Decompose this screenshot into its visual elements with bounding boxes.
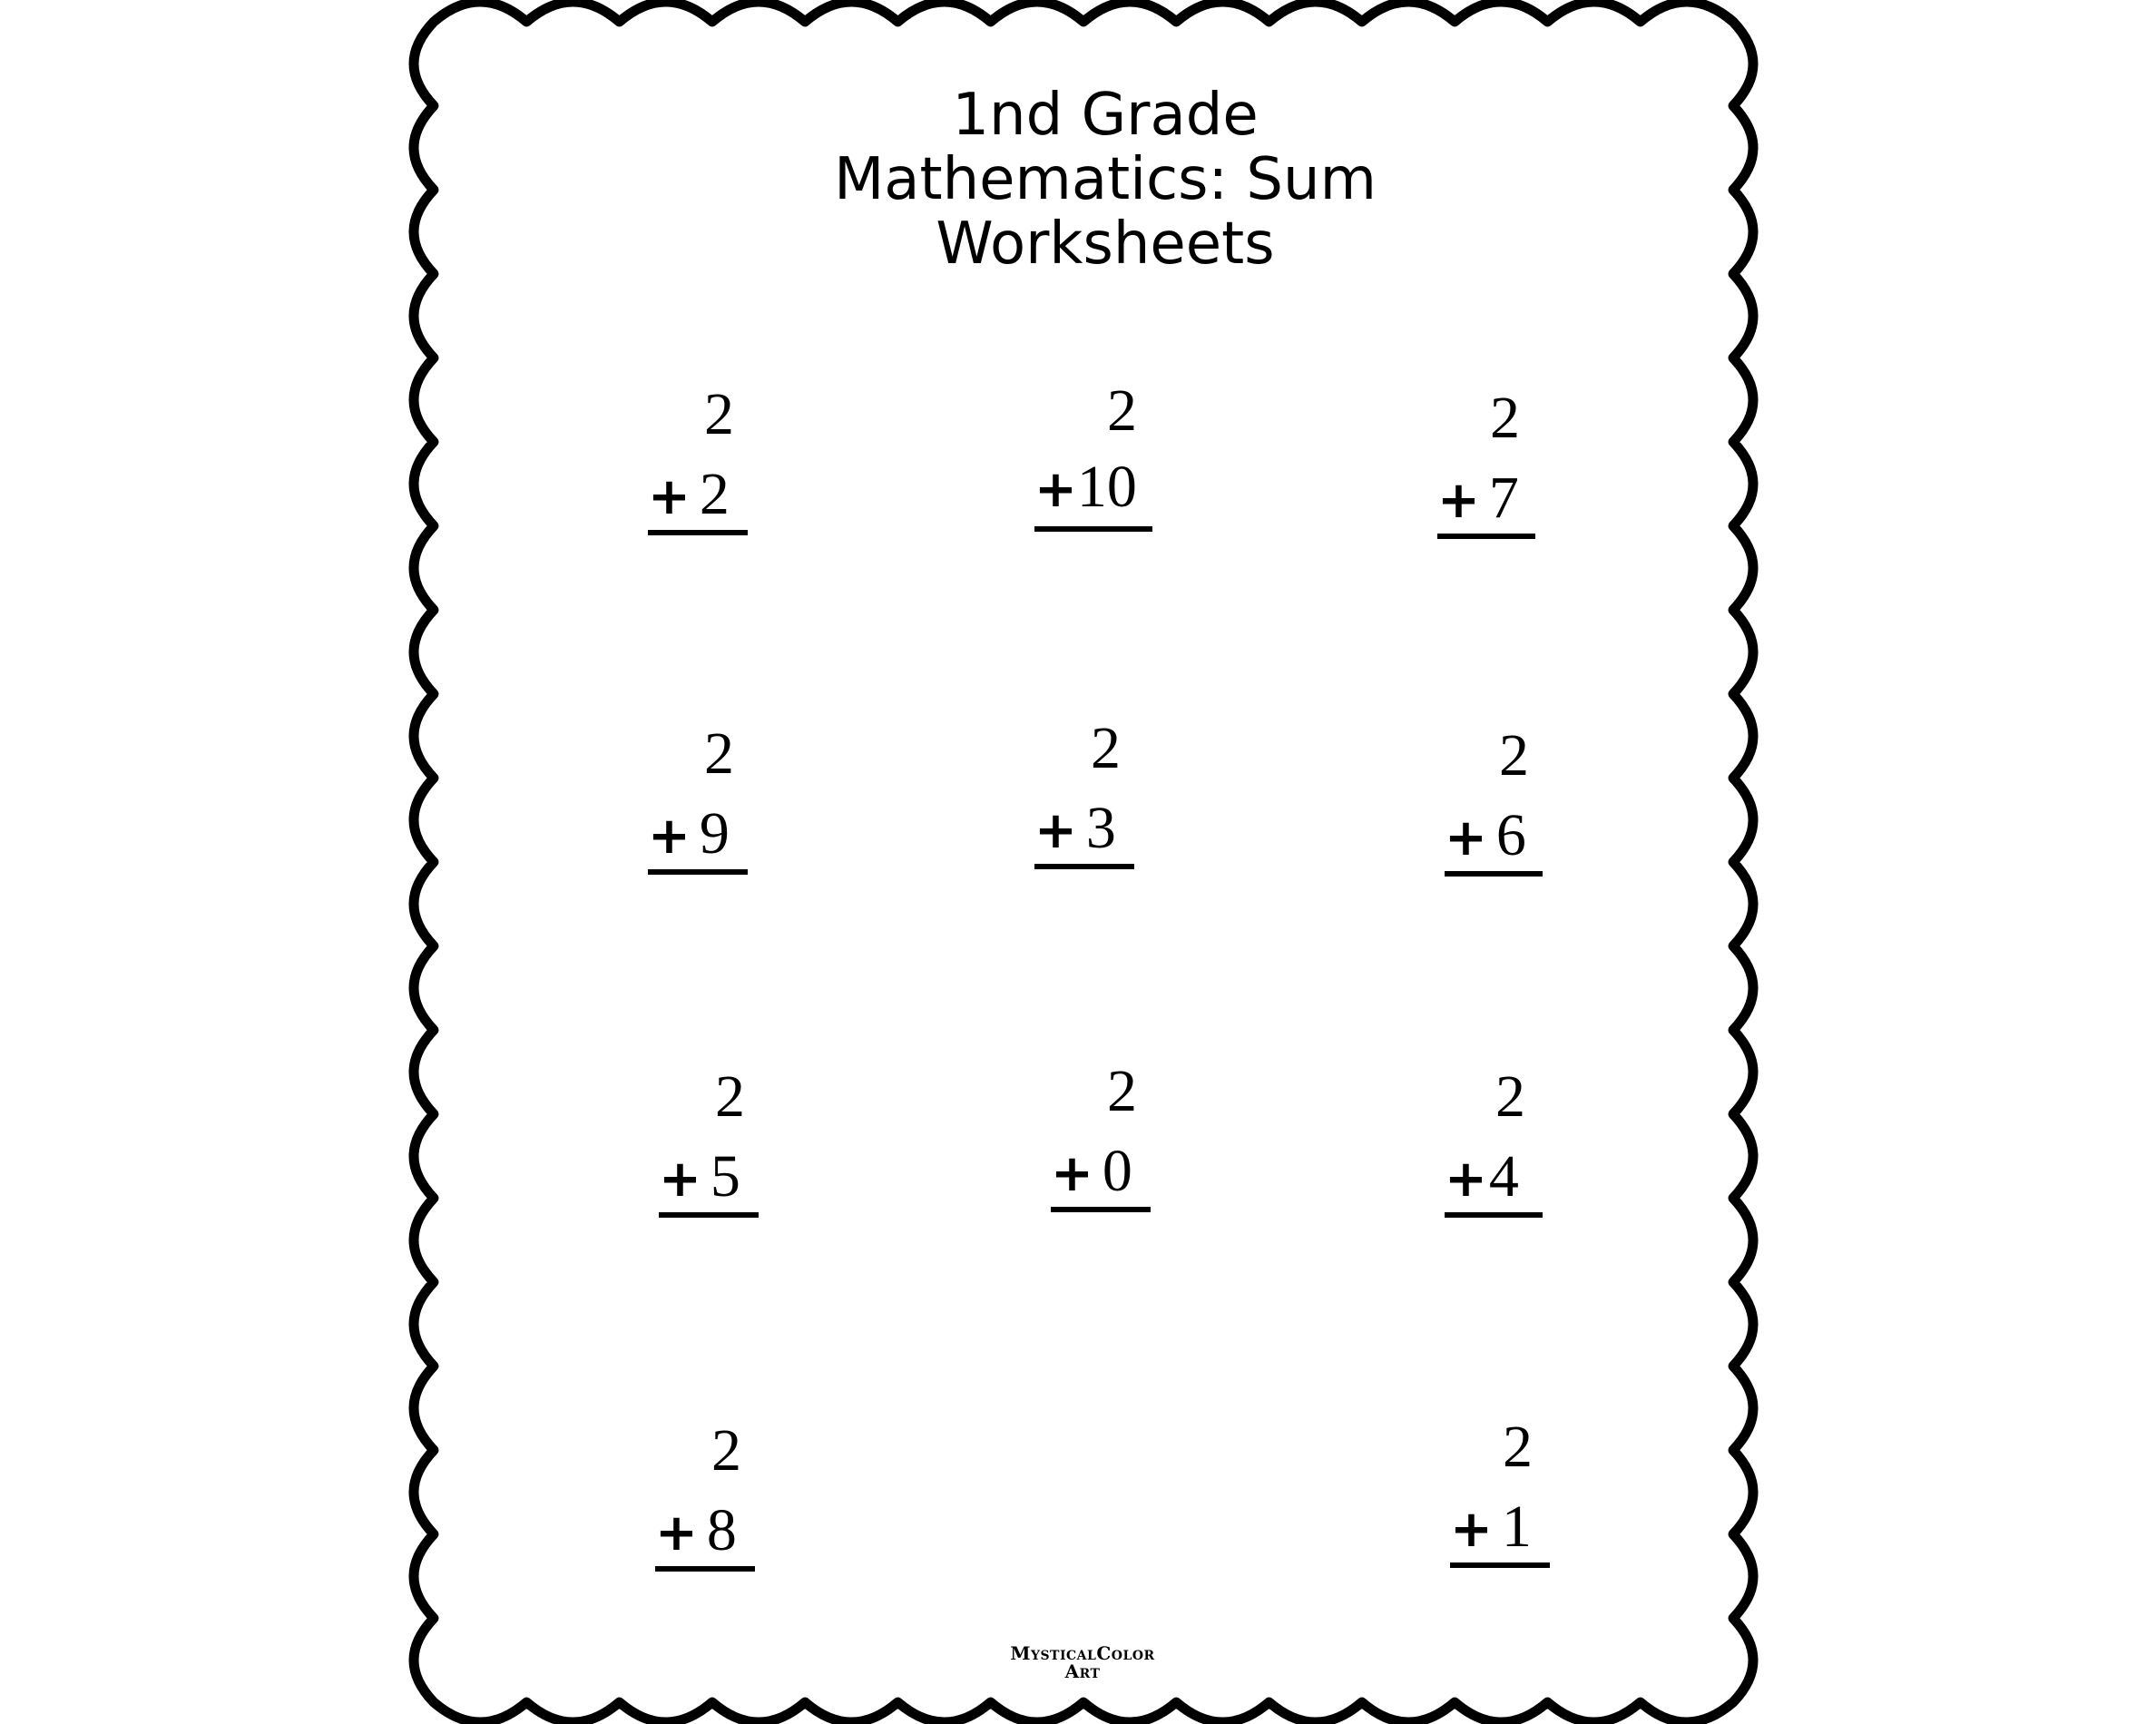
plus-sign: + bbox=[1051, 1144, 1093, 1203]
operator-row bbox=[1051, 1138, 1132, 1216]
operator-row bbox=[1034, 795, 1116, 873]
brand-logo bbox=[987, 1644, 1178, 1680]
answer-line bbox=[1034, 526, 1152, 532]
bottom-addend: 2 bbox=[699, 461, 730, 527]
operator-row bbox=[648, 800, 730, 878]
plus-sign: + bbox=[1034, 801, 1077, 860]
top-addend: 2 bbox=[704, 720, 734, 787]
bottom-addend: 4 bbox=[1488, 1143, 1519, 1210]
bottom-addend: 1 bbox=[1501, 1494, 1532, 1560]
bottom-addend: 0 bbox=[1102, 1138, 1132, 1204]
operator-row bbox=[648, 461, 730, 539]
answer-line bbox=[1450, 1562, 1550, 1568]
answer-line bbox=[1437, 534, 1535, 539]
bottom-addend: 6 bbox=[1495, 802, 1526, 868]
bottom-addend: 8 bbox=[706, 1497, 737, 1563]
answer-line bbox=[655, 1566, 755, 1572]
operator-row bbox=[1445, 1143, 1519, 1221]
title-line: Worksheets bbox=[936, 211, 1275, 278]
answer-line bbox=[1445, 1212, 1543, 1218]
operator-row bbox=[1450, 1494, 1532, 1572]
answer-line bbox=[1445, 871, 1543, 877]
operator-row bbox=[1034, 454, 1137, 532]
title-line: 1nd Grade bbox=[952, 82, 1259, 149]
operator-row bbox=[1437, 465, 1519, 543]
addition-problem bbox=[659, 1063, 777, 1221]
plus-sign: + bbox=[648, 467, 691, 526]
addition-problem bbox=[1450, 1414, 1568, 1572]
bottom-addend: 3 bbox=[1085, 795, 1116, 861]
plus-sign: + bbox=[1445, 1150, 1487, 1209]
answer-line bbox=[1051, 1207, 1151, 1212]
addition-problem bbox=[1034, 377, 1152, 535]
plus-sign: + bbox=[1450, 1500, 1493, 1559]
answer-line bbox=[1034, 864, 1134, 869]
plus-sign: + bbox=[648, 807, 691, 866]
plus-sign: + bbox=[1034, 460, 1077, 519]
bottom-addend: 9 bbox=[699, 800, 730, 867]
plus-sign: + bbox=[659, 1150, 701, 1209]
plus-sign: + bbox=[655, 1504, 698, 1562]
brand-line: MysticalColor bbox=[1010, 1642, 1155, 1664]
addition-problem bbox=[648, 381, 766, 539]
top-addend: 2 bbox=[711, 1417, 741, 1484]
answer-line bbox=[648, 869, 748, 875]
worksheet-title bbox=[760, 83, 1450, 277]
addition-problem bbox=[1445, 1063, 1563, 1221]
operator-row bbox=[655, 1497, 737, 1575]
answer-line bbox=[648, 530, 748, 535]
brand-line: Art bbox=[1064, 1660, 1101, 1682]
addition-problem bbox=[1445, 722, 1563, 880]
top-addend: 2 bbox=[1503, 1414, 1533, 1480]
bottom-addend: 7 bbox=[1488, 465, 1519, 531]
addition-problem bbox=[648, 720, 766, 878]
addition-problem bbox=[1051, 1058, 1169, 1216]
top-addend: 2 bbox=[1490, 385, 1520, 451]
top-addend: 2 bbox=[1091, 715, 1121, 781]
operator-row bbox=[659, 1143, 740, 1221]
top-addend: 2 bbox=[704, 381, 734, 447]
bottom-addend: 10 bbox=[1076, 454, 1137, 520]
operator-row bbox=[1445, 802, 1526, 880]
top-addend: 2 bbox=[1107, 377, 1137, 444]
plus-sign: + bbox=[1437, 471, 1480, 530]
top-addend: 2 bbox=[715, 1063, 745, 1130]
plus-sign: + bbox=[1445, 808, 1487, 867]
top-addend: 2 bbox=[1107, 1058, 1137, 1124]
addition-problem bbox=[1437, 385, 1555, 543]
answer-line bbox=[659, 1212, 759, 1218]
addition-problem bbox=[655, 1417, 773, 1575]
title-line: Mathematics: Sum bbox=[834, 146, 1377, 213]
addition-problem bbox=[1034, 715, 1152, 873]
top-addend: 2 bbox=[1495, 1063, 1525, 1130]
top-addend: 2 bbox=[1499, 722, 1529, 789]
bottom-addend: 5 bbox=[710, 1143, 740, 1210]
